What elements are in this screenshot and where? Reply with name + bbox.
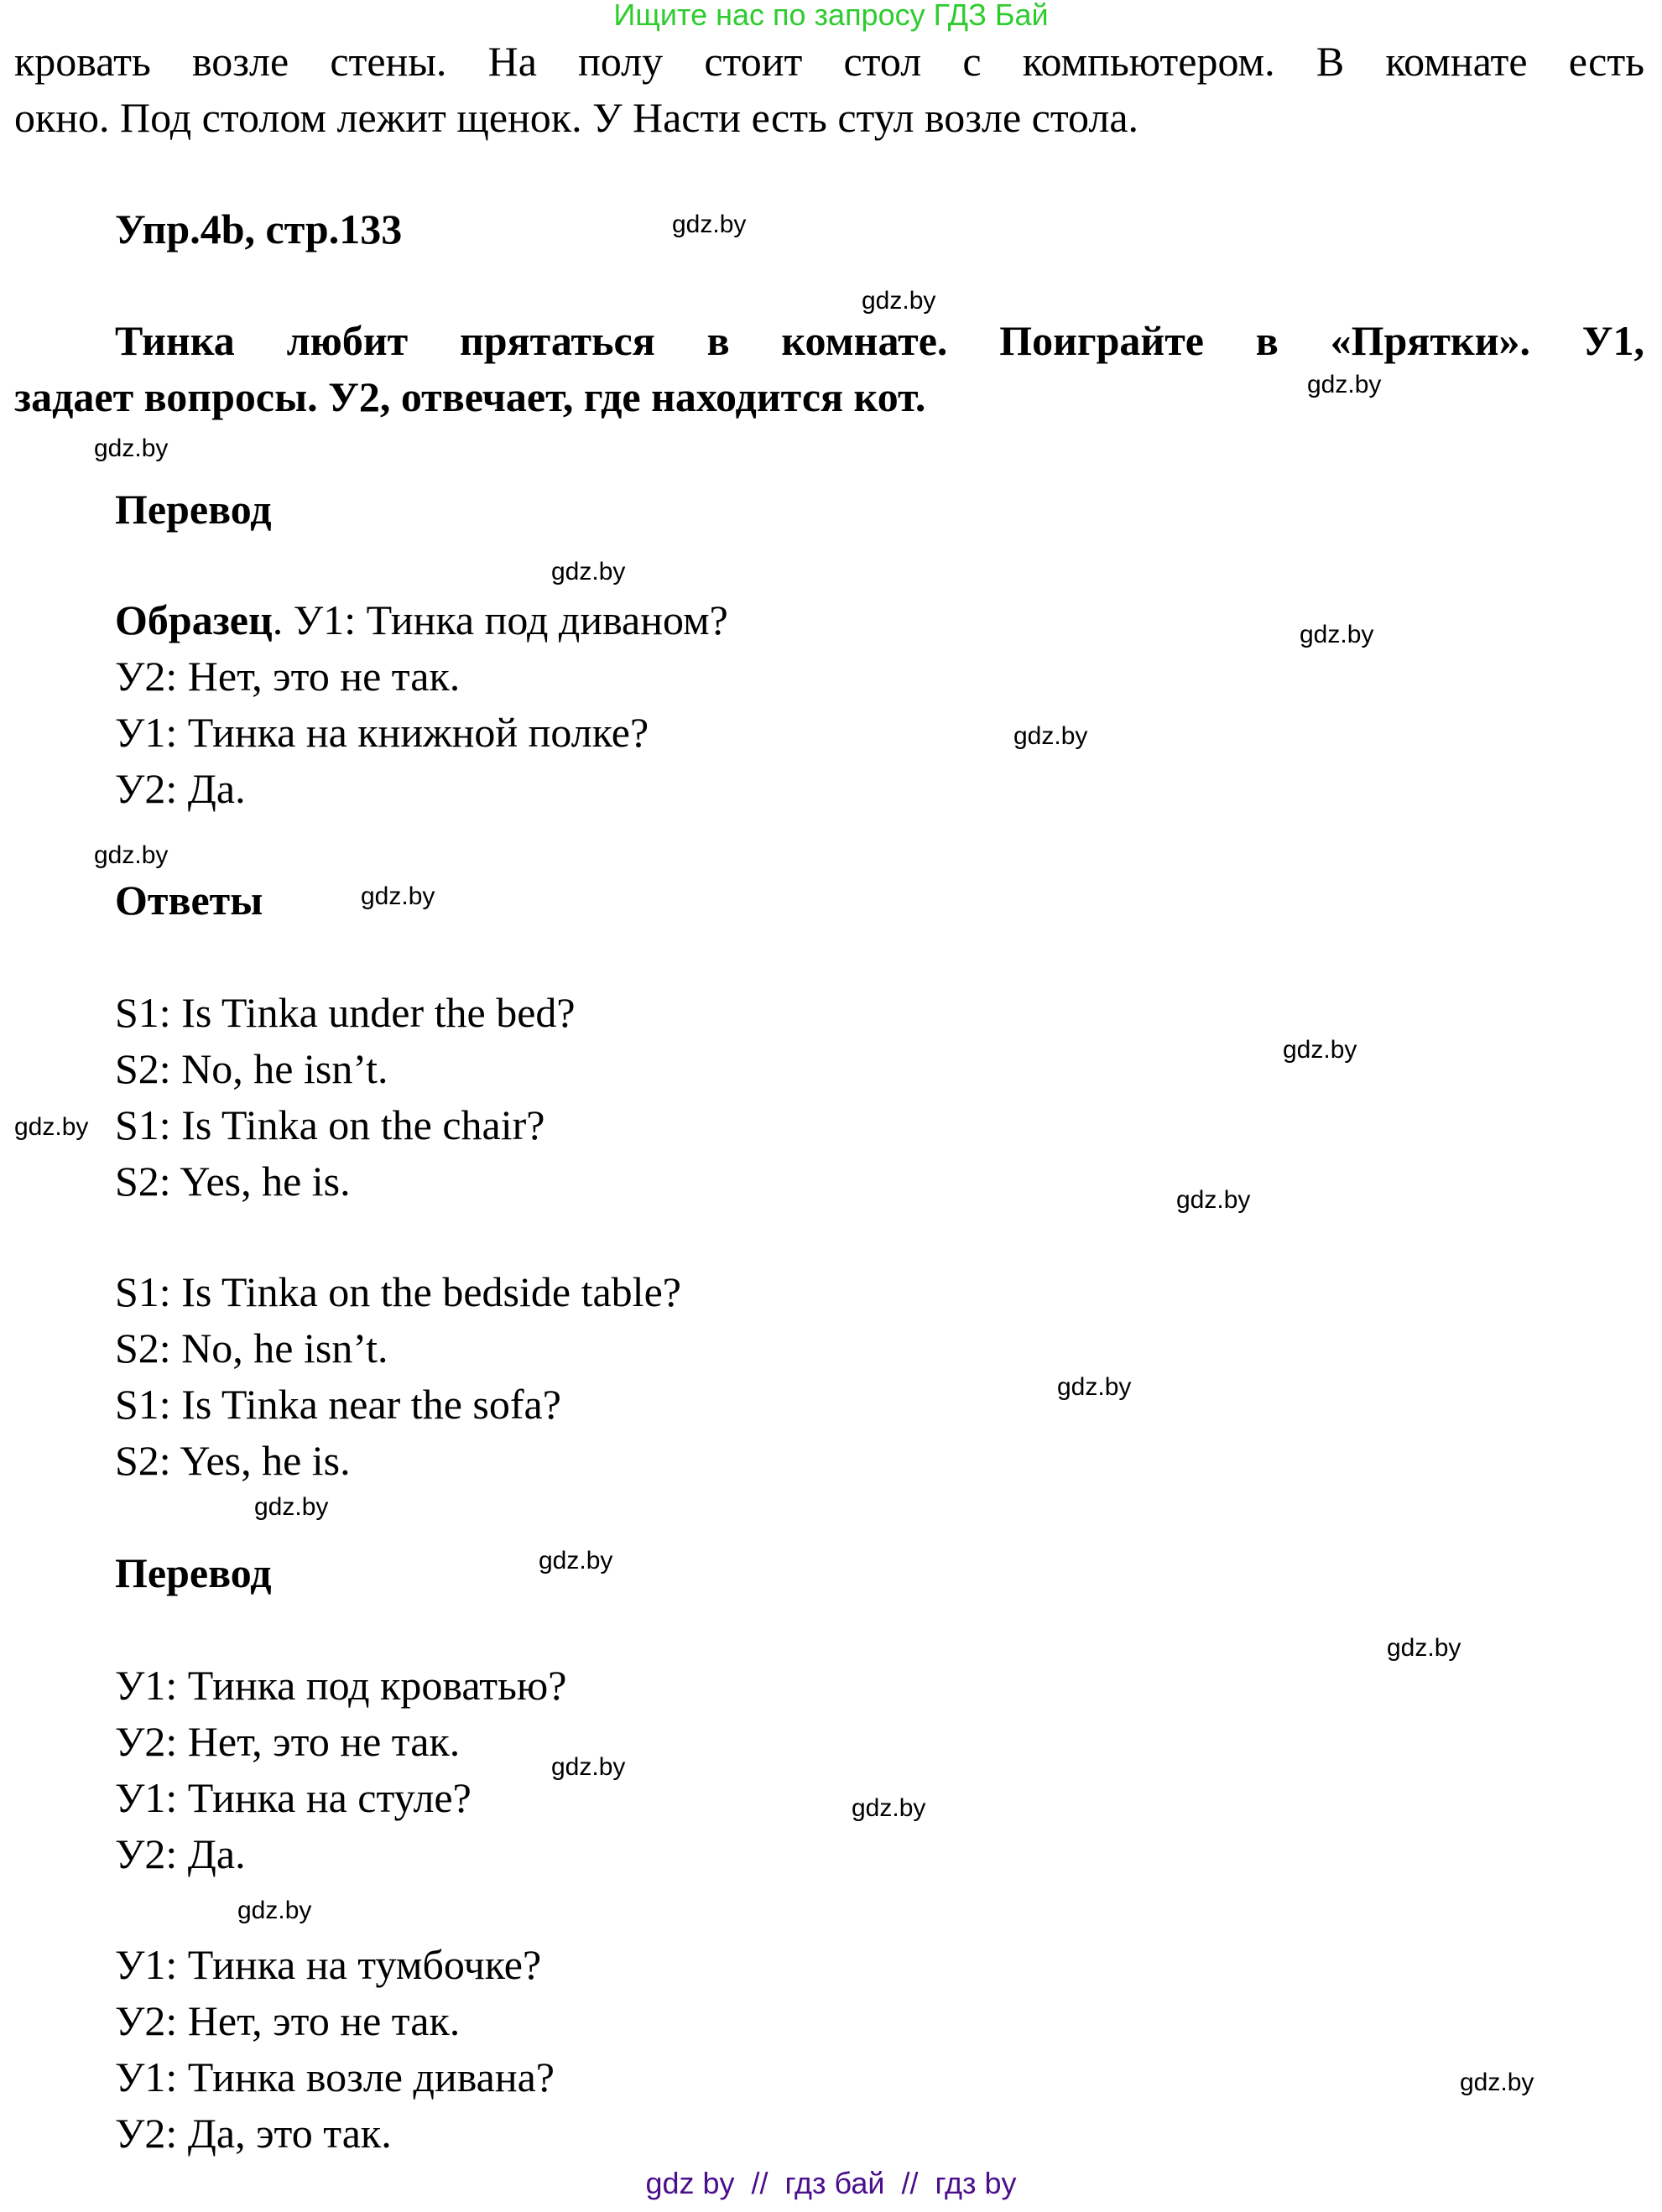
watermark: gdz.by (551, 558, 626, 586)
intro-line-2: окно. Под столом лежит щенок. У Насти есть стул возле стола. (14, 94, 1139, 141)
sample-line: У1: Тинка на книжной полке? (115, 709, 649, 756)
watermark: gdz.by (862, 287, 936, 315)
watermark: gdz.by (361, 882, 435, 910)
watermark: gdz.by (1176, 1186, 1251, 1214)
watermark: gdz.by (14, 1113, 89, 1141)
search-hint-banner: Ищите нас по запросу ГДЗ Бай (613, 0, 1049, 32)
watermark: gdz.by (852, 1794, 926, 1822)
watermark: gdz.by (1057, 1373, 1132, 1401)
answer-line: S2: Yes, he is. (115, 1158, 351, 1205)
watermark: gdz.by (539, 1547, 613, 1574)
translation-line: У2: Нет, это не так. (115, 1997, 461, 2044)
watermark: gdz.by (94, 435, 169, 462)
watermark: gdz.by (1283, 1036, 1357, 1064)
watermark: gdz.by (1307, 371, 1382, 398)
answer-line: S1: Is Tinka under the bed? (115, 989, 576, 1036)
watermark: gdz.by (672, 211, 747, 238)
watermark: gdz.by (1013, 722, 1088, 750)
watermark: gdz.by (1300, 621, 1374, 648)
translation-line: У1: Тинка на тумбочке? (115, 1941, 542, 1988)
answer-line: S1: Is Tinka near the sofa? (115, 1381, 561, 1428)
sample-text: . У1: Тинка под диваном? (272, 596, 728, 643)
task-line-1: Тинка любит прятаться в комнате. Поиграйте в «Прятки». У1, (115, 317, 1644, 364)
answer-line: S2: Yes, he is. (115, 1437, 351, 1484)
translation-line: У2: Да. (115, 1830, 246, 1877)
intro-line-1: кровать возле стены. На полу стоит стол с компьютером. В комнате есть (14, 38, 1644, 85)
task-line-2: задает вопросы. У2, отвечает, где находится кот. (14, 373, 926, 420)
exercise-title: Упр.4b, стр.133 (115, 206, 403, 252)
translation-line: У2: Да, это так. (115, 2110, 392, 2157)
sample-line-1 (115, 592, 728, 648)
sample-line: У2: Да. (115, 765, 246, 812)
footer-links[interactable]: gdz by // гдз бай // гдз by (645, 2166, 1017, 2200)
translation-line: У1: Тинка на стуле? (115, 1774, 472, 1821)
translation-line: У1: Тинка возле дивана? (115, 2053, 555, 2100)
watermark: gdz.by (551, 1753, 626, 1781)
watermark: gdz.by (237, 1897, 312, 1924)
sample-label: Образец (115, 596, 273, 643)
answers-heading: Ответы (115, 877, 263, 924)
translation-line: У1: Тинка под кроватью? (115, 1662, 567, 1709)
watermark: gdz.by (94, 841, 169, 869)
answer-line: S2: No, he isn’t. (115, 1325, 388, 1371)
sample-line: У2: Нет, это не так. (115, 653, 461, 700)
translation-line: У2: Нет, это не так. (115, 1718, 461, 1765)
answer-line: S2: No, he isn’t. (115, 1045, 388, 1092)
answer-line: S1: Is Tinka on the bedside table? (115, 1268, 681, 1315)
answer-line: S1: Is Tinka on the chair? (115, 1101, 545, 1148)
watermark: gdz.by (1387, 1634, 1461, 1662)
translation-heading: Перевод (115, 486, 272, 533)
translation-heading: Перевод (115, 1549, 272, 1596)
watermark: gdz.by (254, 1493, 329, 1521)
watermark: gdz.by (1460, 2069, 1534, 2096)
